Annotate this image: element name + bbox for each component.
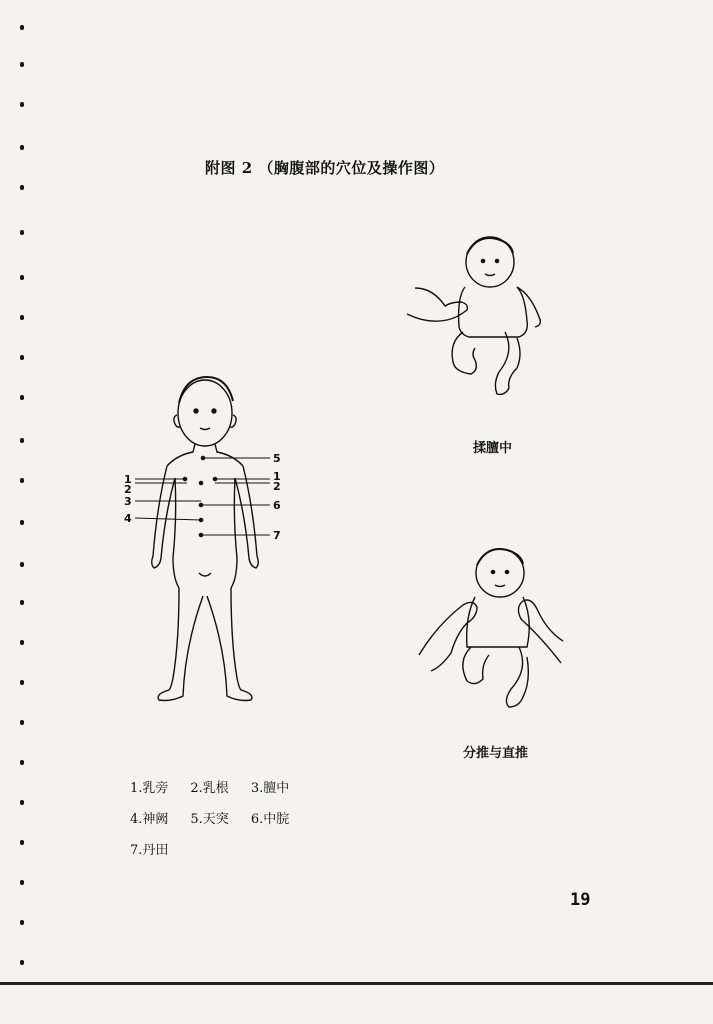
binding-hole bbox=[20, 562, 24, 567]
binding-hole bbox=[20, 760, 24, 765]
right-arm bbox=[235, 466, 258, 568]
binding-hole bbox=[20, 920, 24, 925]
binding-hole bbox=[20, 438, 24, 443]
bottom-rule bbox=[0, 982, 713, 985]
baby-mouth bbox=[495, 585, 505, 587]
point-label-2-right: 2 bbox=[273, 480, 281, 493]
legend-item: 2.乳根 bbox=[190, 781, 229, 796]
torso-right bbox=[231, 478, 237, 588]
page-title: 附图 2 （胸腹部的穴位及操作图） bbox=[205, 159, 445, 177]
figure-caption-kneading: 揉膻中 bbox=[473, 441, 513, 456]
binding-hole bbox=[20, 640, 24, 645]
legend-row bbox=[130, 839, 190, 858]
right-leg bbox=[207, 588, 252, 701]
binding-hole bbox=[20, 25, 24, 30]
left-eye bbox=[194, 409, 198, 413]
head-outline bbox=[178, 380, 232, 446]
groin-line bbox=[199, 573, 211, 576]
legend-item: 3.膻中 bbox=[250, 781, 290, 796]
point-label-6: 6 bbox=[273, 499, 281, 512]
point-label-4: 4 bbox=[124, 512, 132, 525]
baby-eye bbox=[481, 259, 484, 262]
right-shoulder bbox=[215, 444, 243, 466]
binding-hole bbox=[20, 355, 24, 360]
binding-hole bbox=[20, 880, 24, 885]
binding-hole bbox=[20, 102, 24, 107]
binding-hole bbox=[20, 185, 24, 190]
binding-hole bbox=[20, 62, 24, 67]
binding-hole bbox=[20, 315, 24, 320]
torso-left bbox=[173, 478, 179, 588]
binding-hole bbox=[20, 680, 24, 685]
legend-item: 5.天突 bbox=[190, 812, 229, 827]
binding-hole bbox=[20, 230, 24, 235]
push-illustration bbox=[415, 545, 565, 710]
legend-item: 4.神阙 bbox=[130, 812, 169, 827]
figure-caption-push: 分推与直推 bbox=[463, 746, 529, 761]
binding-hole bbox=[20, 275, 24, 280]
right-eye bbox=[212, 409, 216, 413]
binding-hole bbox=[20, 520, 24, 525]
legend-item: 7.丹田 bbox=[130, 843, 169, 858]
left-arm bbox=[152, 466, 175, 568]
point-label-1-left: 1 bbox=[124, 473, 132, 486]
point-label-1-right: 1 bbox=[273, 470, 281, 483]
baby-leg-right bbox=[506, 647, 528, 707]
legend-row bbox=[130, 808, 311, 827]
kneading-illustration bbox=[405, 232, 555, 402]
binding-hole bbox=[20, 720, 24, 725]
baby-mouth bbox=[485, 274, 495, 276]
binding-hole bbox=[20, 478, 24, 483]
legend-item: 1.乳旁 bbox=[130, 781, 169, 796]
point-label-5: 5 bbox=[273, 452, 281, 465]
point-label-2-left: 2 bbox=[124, 483, 132, 496]
body-acupoint-diagram bbox=[115, 365, 305, 710]
baby-eye bbox=[491, 570, 494, 573]
baby-hair bbox=[467, 238, 513, 254]
adult-hand-left bbox=[419, 602, 477, 671]
left-shoulder bbox=[167, 444, 195, 466]
baby-hair bbox=[477, 549, 523, 565]
legend-row bbox=[130, 777, 311, 796]
acupoint-dot bbox=[199, 481, 202, 484]
baby-torso bbox=[459, 287, 541, 337]
legend-item: 6.中脘 bbox=[250, 812, 290, 827]
baby-leg-left bbox=[452, 332, 476, 374]
binding-hole bbox=[20, 145, 24, 150]
point-label-7: 7 bbox=[273, 529, 281, 542]
mouth bbox=[200, 428, 210, 430]
binding-hole bbox=[20, 395, 24, 400]
left-leg bbox=[158, 588, 203, 701]
binding-hole bbox=[20, 840, 24, 845]
baby-eye bbox=[505, 570, 508, 573]
binding-hole bbox=[20, 800, 24, 805]
baby-leg-left bbox=[463, 647, 489, 684]
page-number: 19 bbox=[570, 890, 591, 910]
point-label-3: 3 bbox=[124, 495, 132, 508]
binding-hole bbox=[20, 960, 24, 965]
baby-eye bbox=[495, 259, 498, 262]
adult-hand-right bbox=[518, 600, 563, 663]
adult-hand bbox=[407, 288, 467, 321]
baby-leg-right bbox=[495, 332, 520, 394]
binding-hole bbox=[20, 600, 24, 605]
